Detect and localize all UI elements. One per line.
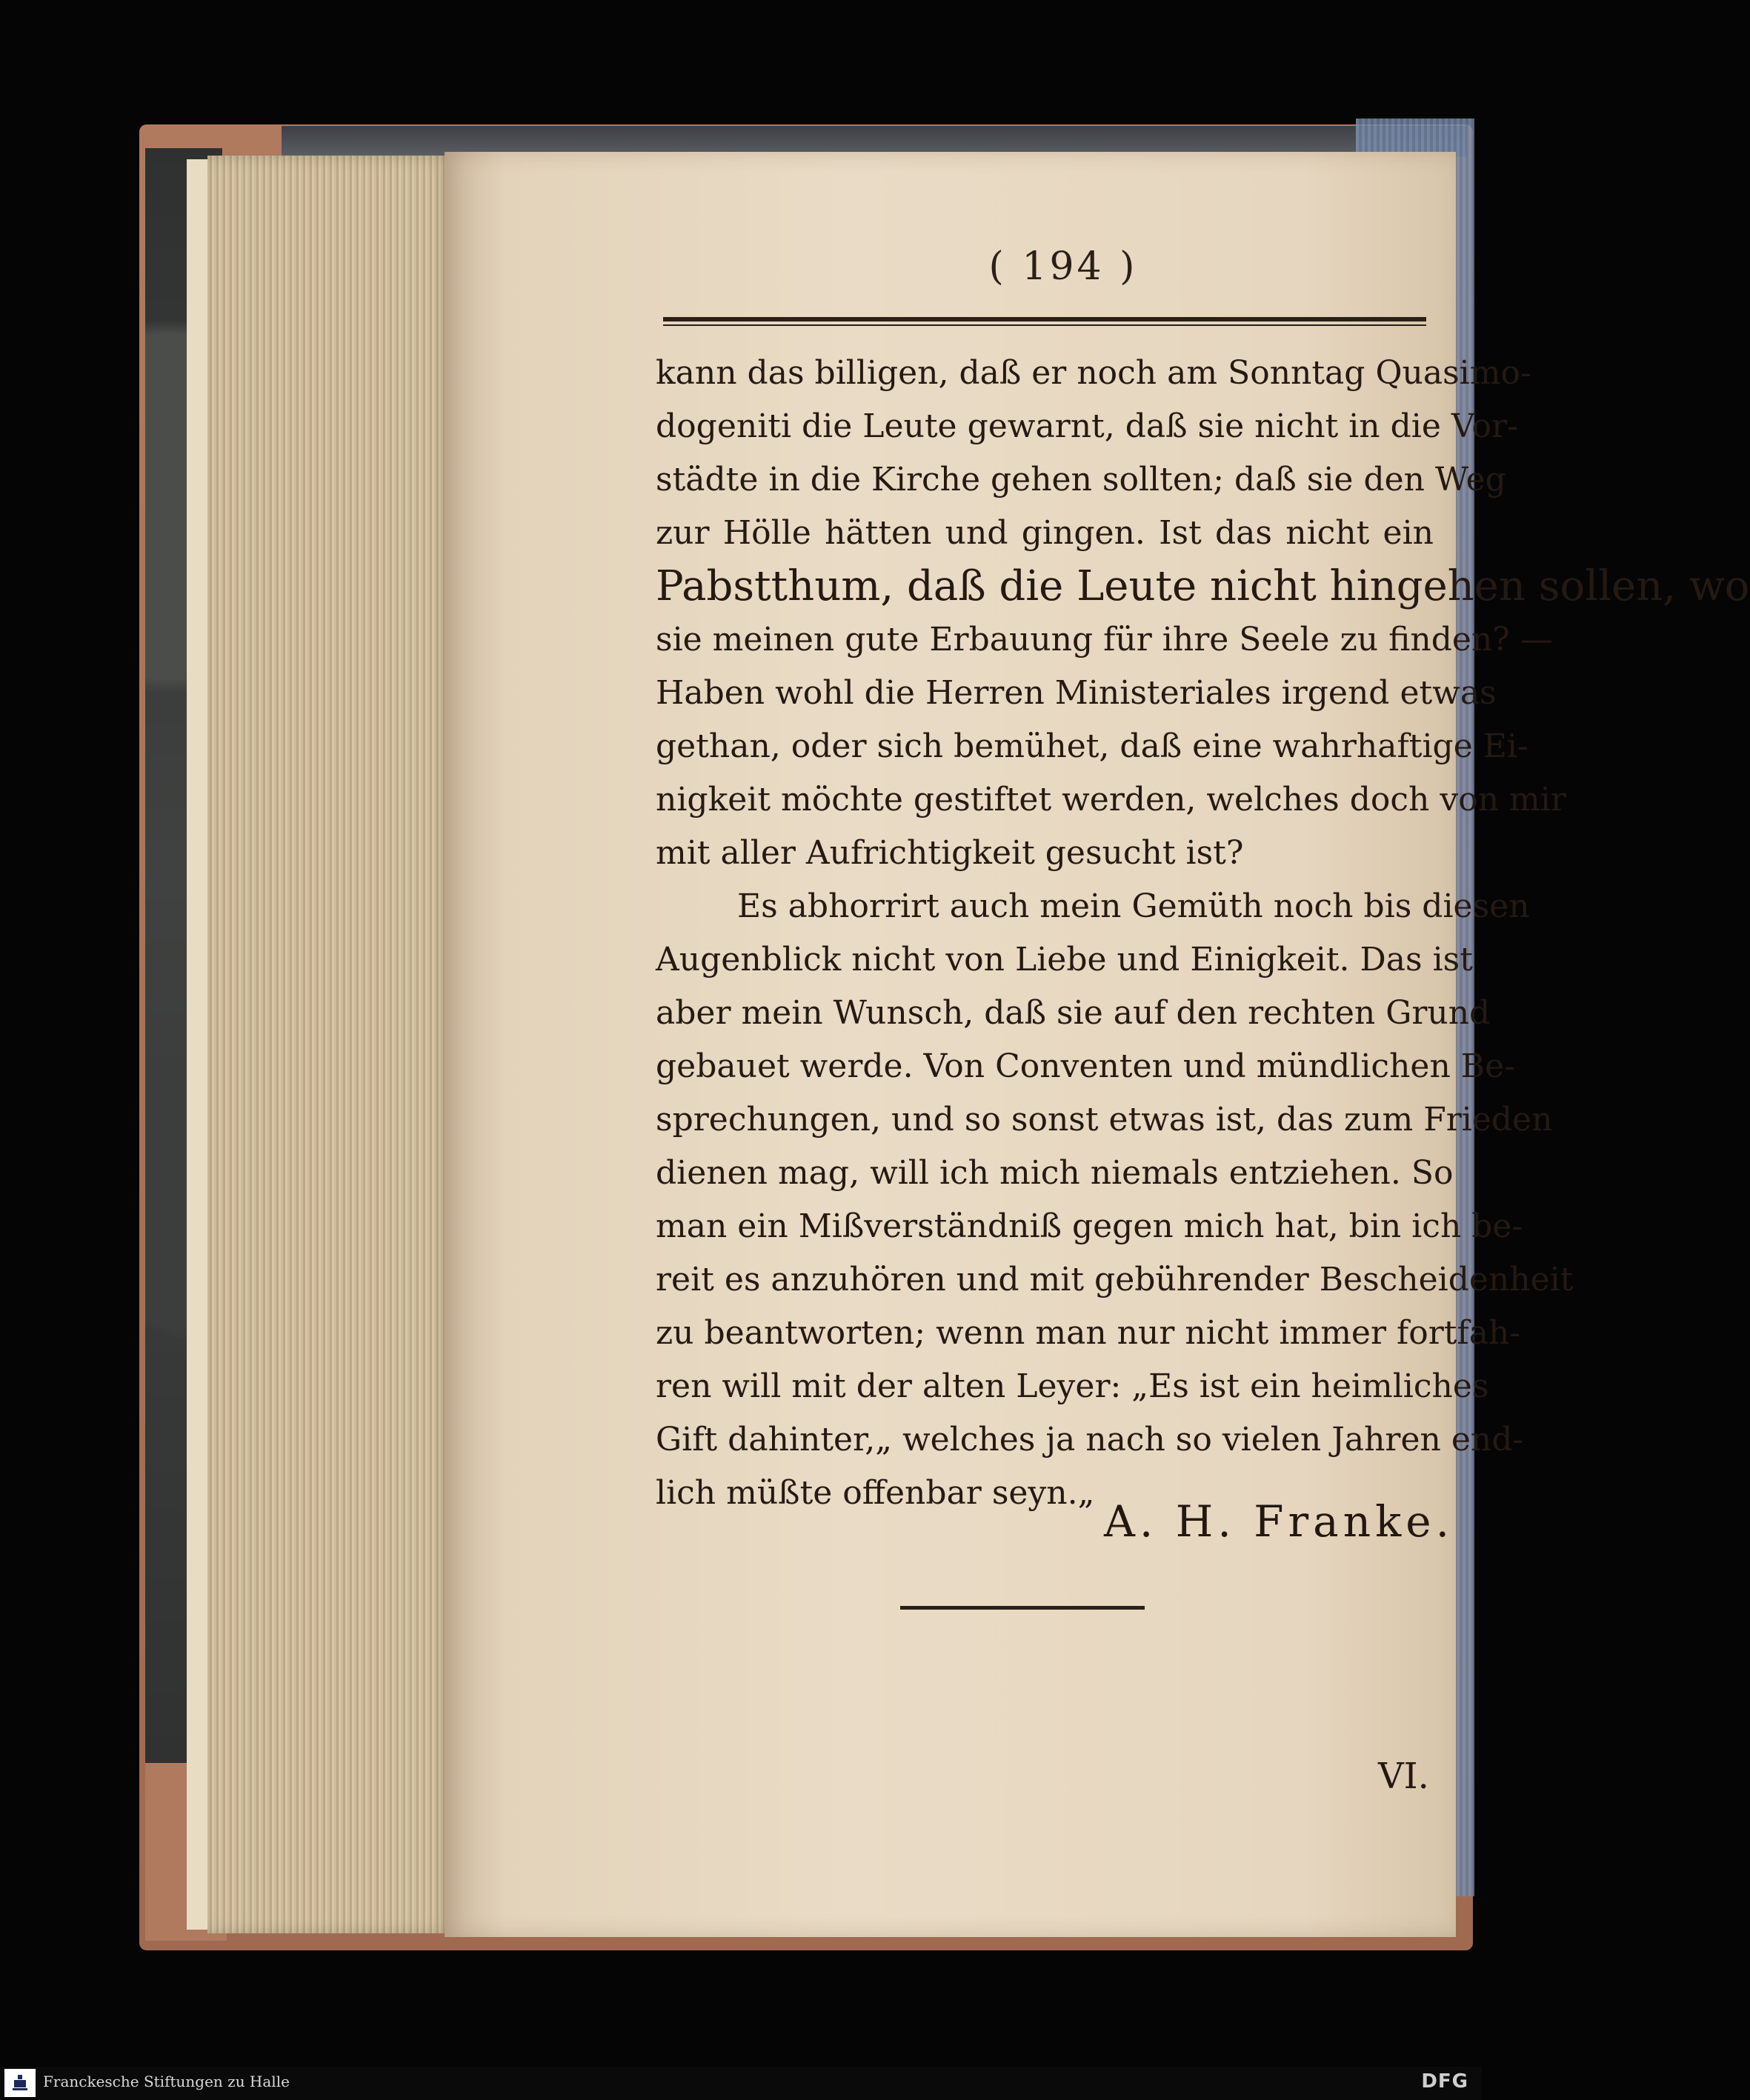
page-stack [207,156,452,1933]
text-line: mit aller Aufrichtigkeit gesucht ist? [656,834,1244,872]
text-line: man ein Mißverständniß gegen mich hat, bin ich be- [656,1207,1523,1245]
text-line: ren will mit der alten Leyer: „Es ist ein heimliches [656,1367,1489,1405]
header-rule [663,317,1426,326]
footer-institution[interactable]: Franckesche Stiftungen zu Halle [43,2073,290,2090]
text-line: Es abhorrirt auch mein Gemüth noch bis diesen [737,887,1530,925]
page-body-text [656,347,1750,1520]
signature: A. H. Franke. [1104,1496,1454,1547]
closing-rule [900,1606,1145,1610]
text-line: sie meinen gute Erbauung für ihre Seele zu finden? — [656,621,1553,659]
text-line: städte in die Kirche gehen sollten; daß sie den Weg [656,461,1506,499]
logo-emblem-icon [10,2073,30,2093]
text-line: zu beantworten; wenn man nur nicht immer fortfah- [656,1314,1521,1352]
text-line: Augenblick nicht von Liebe und Einigkeit. Das ist [656,941,1473,979]
text-line: gethan, oder sich bemühet, daß eine wahrhaftige Ei- [656,727,1528,765]
franckesche-stiftungen-logo-icon[interactable] [4,2069,36,2097]
text-line: sprechungen, und so sonst etwas ist, das zum Frieden [656,1101,1553,1139]
dfg-logo[interactable]: DFG [1421,2070,1468,2093]
text-line: kann das billigen, daß er noch am Sonntag Quasimo- [656,354,1531,392]
text-line: lich müßte offenbar seyn.„ [656,1474,1095,1512]
text-line: dogeniti die Leute gewarnt, daß sie nicht in die Vor- [656,407,1519,445]
text-line: gebauet werde. Von Conventen und mündlichen Be- [656,1047,1516,1085]
text-line: Gift dahinter,„ welches ja nach so vielen Jahren end- [656,1421,1524,1459]
catchword: VI. [1378,1756,1429,1797]
text-line: Haben wohl die Herren Ministeriales irgend etwas [656,674,1497,712]
text-line: aber mein Wunsch, daß sie auf den rechten Grund [656,994,1491,1032]
text-line: dienen mag, will ich mich niemals entziehen. So [656,1154,1454,1192]
text-line: zur Hölle hätten und gingen. Ist das nicht ein [656,514,1434,552]
text-line: reit es anzuhören und mit gebührender Bescheidenheit [656,1261,1574,1299]
text-line: Pabstthum, daß die Leute nicht hingehen sollen, wo [656,562,1750,610]
text-line: nigkeit möchte gestiftet werden, welches doch von mir [656,781,1566,819]
page-number: ( 194 ) [988,244,1138,289]
